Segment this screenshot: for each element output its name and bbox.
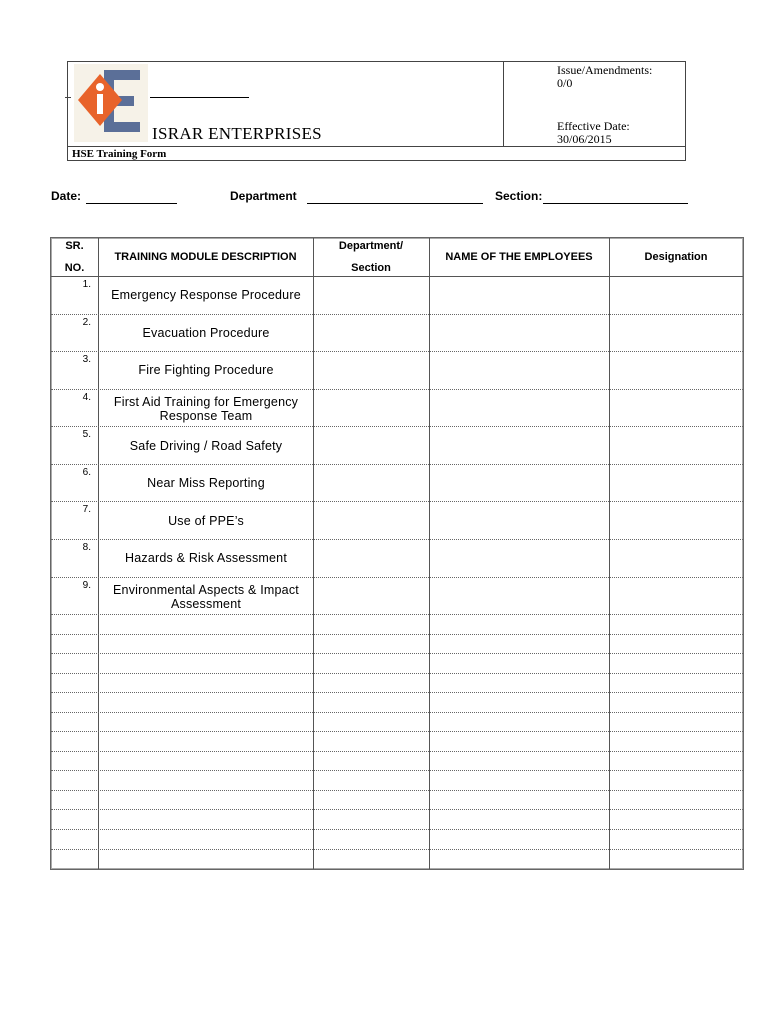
section-label: Section: [495,189,543,203]
section-field[interactable] [543,203,688,204]
header-designation: Designation [644,251,708,263]
header-no: NO. [64,262,85,274]
module-description: Near Miss Reporting [147,476,265,490]
module-description: Environmental Aspects & Impact Assessment [113,583,299,611]
module-description: Evacuation Procedure [142,326,270,340]
row-divider [51,501,743,502]
header-section: Section [351,262,391,274]
row-divider [51,389,743,390]
header-module: TRAINING MODULE DESCRIPTION [114,251,297,263]
row-number: 2. [82,317,91,328]
row-divider [51,673,743,674]
row-divider [51,692,743,693]
module-description: Emergency Response Procedure [111,288,301,302]
row-divider [51,426,743,427]
row-divider [51,314,743,315]
header-divider [503,62,504,146]
module-description: Safe Driving / Road Safety [129,439,283,453]
row-divider [51,829,743,830]
module-description: Use of PPE’s [168,514,244,528]
header-department: Department/ [338,240,404,252]
training-table [50,237,744,870]
module-description: First Aid Training for Emergency Response Team [113,395,299,423]
row-divider [51,751,743,752]
row-divider [51,809,743,810]
row-number: 7. [82,504,91,515]
row-divider [51,634,743,635]
form-title: HSE Training Form [72,148,167,160]
row-divider [51,614,743,615]
row-number: 8. [82,542,91,553]
row-number: 3. [82,354,91,365]
issue-value: 0/0 [557,76,573,90]
column-divider [429,238,430,869]
date-label: Date: [51,189,82,203]
row-divider [51,653,743,654]
row-divider [51,539,743,540]
department-label: Department [230,189,297,203]
header-underline [150,97,249,98]
company-name: ISRAR ENTERPRISES [152,124,322,143]
column-divider [313,238,314,869]
column-divider [609,238,610,869]
row-divider [51,464,743,465]
issue-label: Issue/Amendments: [557,63,653,77]
date-field[interactable] [86,203,177,204]
department-field[interactable] [307,203,483,204]
company-logo-icon [74,64,148,142]
row-divider [51,712,743,713]
row-divider [51,770,743,771]
row-number: 4. [82,392,91,403]
row-divider [51,351,743,352]
row-number: 6. [82,467,91,478]
effective-date-value: 30/06/2015 [557,132,612,146]
row-number: 5. [82,429,91,440]
header-sr: SR. [65,240,84,252]
row-divider [51,849,743,850]
module-description: Hazards & Risk Assessment [125,551,287,565]
document-header [67,61,686,161]
header-tick [65,97,71,98]
header-rule [68,146,685,147]
header-employees: NAME OF THE EMPLOYEES [445,251,593,263]
row-number: 1. [82,279,91,290]
module-description: Fire Fighting Procedure [138,363,274,377]
row-divider [51,790,743,791]
company-logo [74,64,148,142]
row-divider [51,731,743,732]
row-divider [51,577,743,578]
effective-date-label: Effective Date: [557,119,630,133]
row-number: 9. [82,580,91,591]
